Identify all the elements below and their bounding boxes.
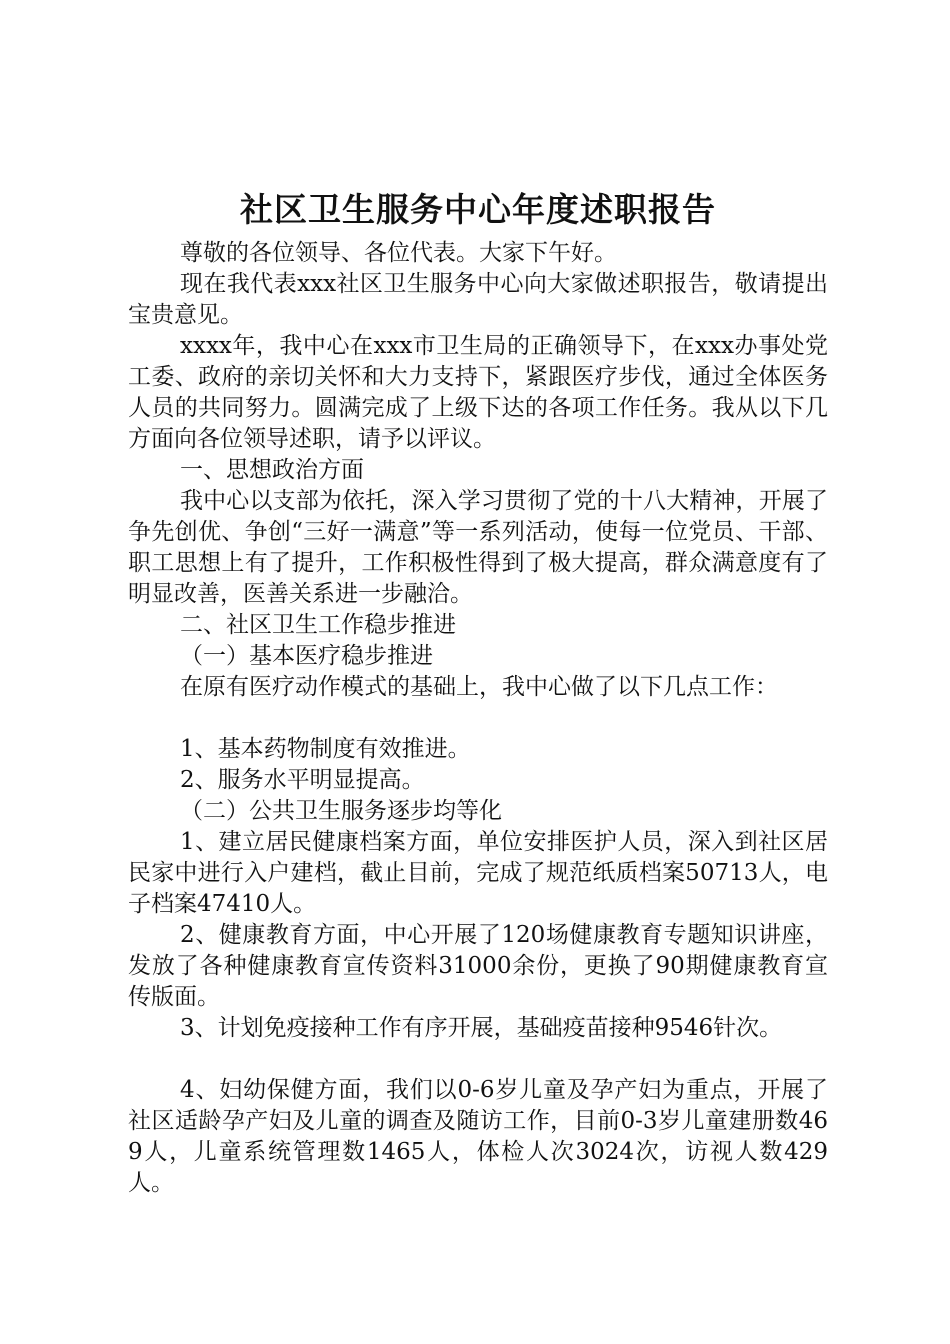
list-item-health-education: 2、健康教育方面，中心开展了120场健康教育专题知识讲座，发放了各种健康教育宣传资料31000余份，更换了90期健康教育宣传版面。	[128, 922, 828, 1010]
document-page	[128, 186, 828, 1199]
greeting-paragraph: 尊敬的各位领导、各位代表。大家下午好。	[180, 240, 617, 266]
intro-paragraph: 现在我代表xxx社区卫生服务中心向大家做述职报告，敬请提出宝贵意见。	[128, 271, 828, 328]
subsection-heading-basic-medical: （一）基本医疗稳步推进	[180, 643, 433, 669]
section-heading-community-health: 二、社区卫生工作稳步推进	[180, 612, 456, 638]
list-item-service-level: 2、服务水平明显提高。	[180, 767, 425, 793]
political-paragraph: 我中心以支部为依托，深入学习贯彻了党的十八大精神，开展了争先创优、争创“三好一满意”等一系列活动，使每一位党员、干部、职工思想上有了提升，工作积极性得到了极大提高，群众满意度有了明显改善，医善关系进一步融洽。	[128, 488, 828, 607]
list-item-essential-drugs: 1、基本药物制度有效推进。	[180, 736, 471, 762]
subsection-heading-public-health: （二）公共卫生服务逐步均等化	[180, 798, 502, 824]
document-title: 社区卫生服务中心年度述职报告	[240, 190, 716, 229]
list-item-health-records: 1、建立居民健康档案方面，单位安排医护人员，深入到社区居民家中进行入户建档，截止目前，完成了规范纸质档案50713人，电子档案47410人。	[128, 829, 828, 917]
basic-medical-paragraph: 在原有医疗动作模式的基础上，我中心做了以下几点工作：	[180, 674, 778, 700]
list-item-maternal-child: 4、妇幼保健方面，我们以0-6岁儿童及孕产妇为重点，开展了社区适龄孕产妇及儿童的调查及随访工作，目前0-3岁儿童建册数469人，儿童系统管理数1465人，体检人次3024次，访视人数429人。	[128, 1077, 828, 1196]
overview-paragraph: xxxx年，我中心在xxx市卫生局的正确领导下，在xxx办事处党工委、政府的亲切关怀和大力支持下，紧跟医疗步伐，通过全体医务人员的共同努力。圆满完成了上级下达的各项工作任务。我从以下几方面向各位领导述职，请予以评议。	[128, 333, 828, 452]
list-item-immunization: 3、计划免疫接种工作有序开展，基础疫苗接种9546针次。	[180, 1015, 783, 1041]
section-heading-political: 一、思想政治方面	[180, 457, 364, 483]
